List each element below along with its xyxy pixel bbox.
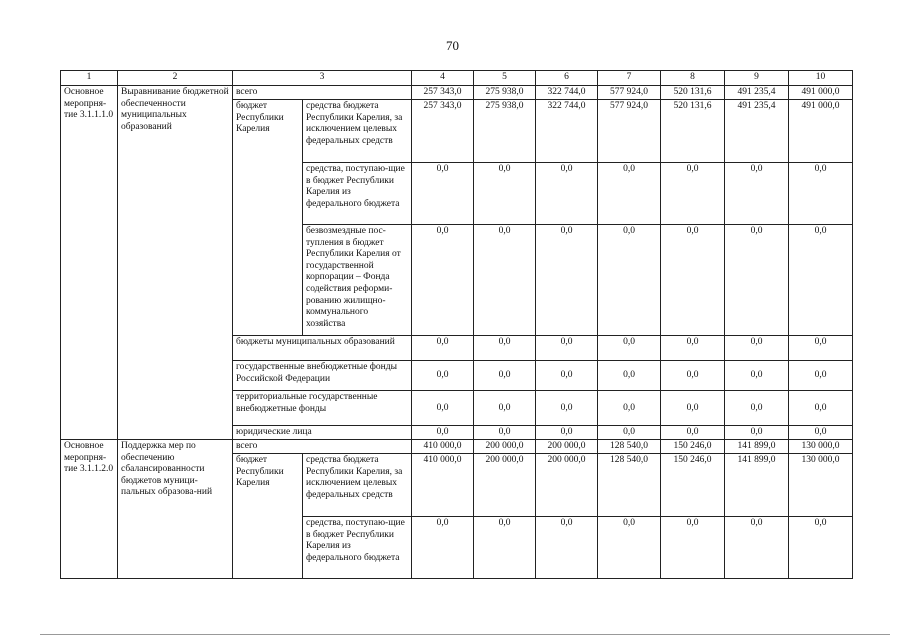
value-cell: 200 000,0 [474, 440, 536, 454]
value-cell: 0,0 [598, 336, 661, 361]
header-cell: 4 [412, 71, 474, 86]
value-cell: 577 924,0 [598, 100, 661, 163]
header-cell: 10 [789, 71, 853, 86]
row-label: бюджеты муниципальных образований [233, 336, 412, 361]
value-cell: 128 540,0 [598, 454, 661, 517]
row-label: территориальные государственные внебюджетные фонды [233, 391, 412, 426]
value-cell: 520 131,6 [661, 86, 725, 100]
value-cell: 0,0 [789, 225, 853, 336]
value-cell: 0,0 [536, 336, 598, 361]
row-label: средства бюджета Республики Карелия, за исключением целевых федеральных средств [303, 100, 412, 163]
value-cell: 0,0 [789, 336, 853, 361]
value-cell: 0,0 [725, 391, 789, 426]
value-cell: 0,0 [661, 426, 725, 440]
header-cell: 9 [725, 71, 789, 86]
row-label: безвозмездные пос-тупления в бюджет Республики Карелия от государственной корпорации – Фонда содействия реформи-рованию жилищно-коммунального хозяйства [303, 225, 412, 336]
value-cell: 0,0 [661, 336, 725, 361]
value-cell: 0,0 [474, 163, 536, 225]
value-cell: 0,0 [412, 225, 474, 336]
value-cell: 0,0 [474, 336, 536, 361]
value-cell: 200 000,0 [474, 454, 536, 517]
value-cell: 200 000,0 [536, 454, 598, 517]
value-cell: 520 131,6 [661, 100, 725, 163]
value-cell: 0,0 [789, 361, 853, 391]
value-cell: 0,0 [789, 391, 853, 426]
value-cell: 0,0 [789, 426, 853, 440]
event-name: Поддержка мер по обеспечению сбалансированности бюджетов муници-пальных образова-ний [118, 440, 233, 579]
value-cell: 577 924,0 [598, 86, 661, 100]
value-cell: 0,0 [412, 391, 474, 426]
value-cell: 0,0 [598, 391, 661, 426]
value-cell: 0,0 [536, 426, 598, 440]
value-cell: 0,0 [725, 225, 789, 336]
row-label: юридические лица [233, 426, 412, 440]
event-name: Выравнивание бюджетной обеспеченности муниципальных образований [118, 86, 233, 440]
value-cell: 0,0 [661, 391, 725, 426]
page-number: 70 [446, 38, 459, 53]
header-cell: 3 [233, 71, 412, 86]
value-cell: 322 744,0 [536, 100, 598, 163]
value-cell: 141 899,0 [725, 440, 789, 454]
value-cell: 0,0 [725, 336, 789, 361]
value-cell: 0,0 [661, 361, 725, 391]
value-cell: 257 343,0 [412, 100, 474, 163]
header-cell: 8 [661, 71, 725, 86]
value-cell: 128 540,0 [598, 440, 661, 454]
value-cell: 0,0 [725, 361, 789, 391]
header-cell: 5 [474, 71, 536, 86]
value-cell: 0,0 [598, 361, 661, 391]
value-cell: 491 000,0 [789, 100, 853, 163]
value-cell: 0,0 [598, 517, 661, 579]
value-cell: 0,0 [474, 225, 536, 336]
value-cell: 275 938,0 [474, 100, 536, 163]
value-cell: 491 000,0 [789, 86, 853, 100]
table-row [61, 86, 853, 100]
value-cell: 257 343,0 [412, 86, 474, 100]
value-cell: 130 000,0 [789, 440, 853, 454]
value-cell: 491 235,4 [725, 86, 789, 100]
value-cell: 0,0 [661, 225, 725, 336]
scan-edge-line [40, 634, 890, 635]
row-label: средства, поступаю-щие в бюджет Республики Карелия из федерального бюджета [303, 163, 412, 225]
value-cell: 0,0 [474, 361, 536, 391]
value-cell: 0,0 [725, 517, 789, 579]
value-cell: 0,0 [598, 426, 661, 440]
value-cell: 130 000,0 [789, 454, 853, 517]
value-cell: 0,0 [412, 361, 474, 391]
row-label: государственные внебюджетные фонды Российской Федерации [233, 361, 412, 391]
value-cell: 0,0 [412, 426, 474, 440]
value-cell: 0,0 [725, 163, 789, 225]
header-cell: 1 [61, 71, 118, 86]
budget-rk-label: бюджет Республики Карелия [233, 100, 303, 336]
header-cell: 7 [598, 71, 661, 86]
value-cell: 0,0 [412, 517, 474, 579]
value-cell: 0,0 [598, 163, 661, 225]
value-cell: 0,0 [536, 163, 598, 225]
value-cell: 0,0 [536, 361, 598, 391]
event-code: Основное меропрня-тие 3.1.1.1.0 [61, 86, 118, 440]
value-cell: 150 246,0 [661, 454, 725, 517]
row-label: средства, поступаю-щие в бюджет Республики Карелия из федерального бюджета [303, 517, 412, 579]
budget-table [60, 70, 853, 579]
row-label: всего [233, 440, 412, 454]
table-row [61, 440, 853, 454]
value-cell: 0,0 [474, 426, 536, 440]
value-cell: 0,0 [412, 163, 474, 225]
value-cell: 0,0 [474, 517, 536, 579]
value-cell: 0,0 [789, 517, 853, 579]
value-cell: 141 899,0 [725, 454, 789, 517]
value-cell: 0,0 [536, 391, 598, 426]
value-cell: 0,0 [661, 517, 725, 579]
header-cell: 2 [118, 71, 233, 86]
value-cell: 275 938,0 [474, 86, 536, 100]
value-cell: 0,0 [789, 163, 853, 225]
event-code: Основное меропрня-тие 3.1.1.2.0 [61, 440, 118, 579]
value-cell: 0,0 [661, 163, 725, 225]
value-cell: 0,0 [412, 336, 474, 361]
value-cell: 410 000,0 [412, 454, 474, 517]
value-cell: 0,0 [536, 517, 598, 579]
value-cell: 0,0 [536, 225, 598, 336]
value-cell: 200 000,0 [536, 440, 598, 454]
header-cell: 6 [536, 71, 598, 86]
value-cell: 322 744,0 [536, 86, 598, 100]
value-cell: 150 246,0 [661, 440, 725, 454]
row-label: средства бюджета Республики Карелия, за исключением целевых федеральных средств [303, 454, 412, 517]
header-row [61, 71, 853, 86]
value-cell: 491 235,4 [725, 100, 789, 163]
value-cell: 0,0 [474, 391, 536, 426]
value-cell: 0,0 [725, 426, 789, 440]
row-label: всего [233, 86, 412, 100]
value-cell: 410 000,0 [412, 440, 474, 454]
value-cell: 0,0 [598, 225, 661, 336]
budget-rk-label: бюджет Республики Карелия [233, 454, 303, 579]
